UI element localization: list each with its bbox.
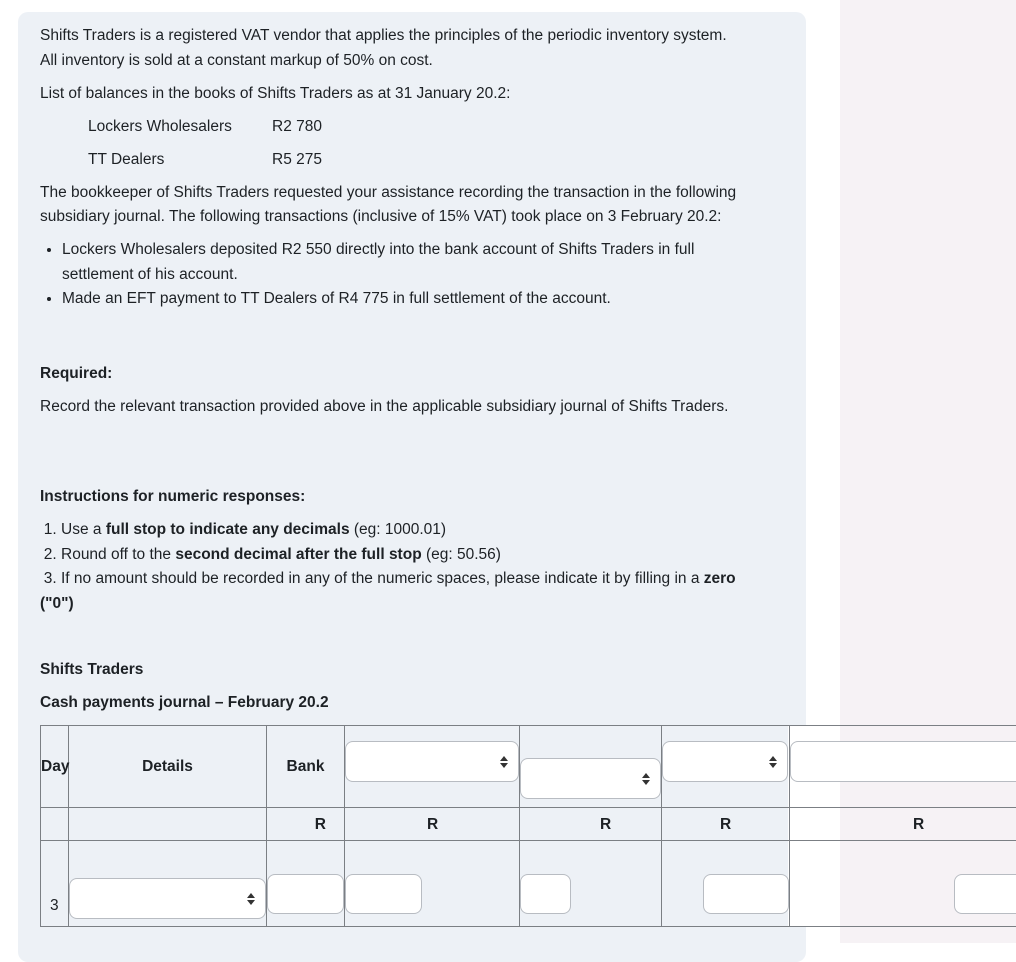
required-label: Required: (40, 362, 800, 386)
column-3-select[interactable] (662, 741, 788, 782)
header-col4 (790, 726, 1016, 808)
header-col3 (662, 726, 790, 808)
column-1-amount-input[interactable] (345, 874, 422, 914)
balance-amount: R5 275 (272, 151, 322, 169)
intro-line-2: All inventory is sold at a constant markup of 50% on cost. (40, 49, 800, 73)
header-col1 (345, 726, 520, 808)
journal-title: Cash payments journal – February 20.2 (40, 691, 800, 715)
currency-label: R (427, 808, 438, 841)
balance-name: TT Dealers (88, 151, 164, 169)
currency-label: R (913, 808, 924, 841)
column-4-select[interactable] (790, 741, 1016, 782)
instruction-item-3-continued: ("0") (40, 592, 800, 616)
select-arrows-icon (642, 772, 650, 786)
column-3-amount-input[interactable] (703, 874, 789, 914)
balance-amount: R2 780 (272, 118, 322, 136)
balance-name: Lockers Wholesalers (88, 118, 232, 136)
instruction-item: 2. Round off to the second decimal after the full stop (eg: 50.56) (61, 543, 801, 568)
instructions-list (40, 518, 801, 592)
select-arrows-icon (769, 755, 777, 769)
currency-row (41, 808, 1016, 841)
header-col2 (520, 726, 662, 808)
column-4-amount-input[interactable] (954, 874, 1016, 914)
context-line-2: subsidiary journal. The following transactions (inclusive of 15% VAT) took place on 3 February 20.2: (40, 205, 800, 229)
currency-label: R (315, 808, 326, 841)
table-row (41, 841, 1016, 927)
header-details: Details (69, 726, 267, 808)
context-line-1: The bookkeeper of Shifts Traders requested your assistance recording the transaction in the following (40, 181, 800, 205)
required-text: Record the relevant transaction provided above in the applicable subsidiary journal of Shifts Traders. (40, 395, 800, 419)
column-2-amount-input[interactable] (520, 874, 571, 914)
column-1-select[interactable] (345, 741, 519, 782)
details-select[interactable] (69, 878, 266, 919)
transaction-list (40, 238, 802, 312)
business-name: Shifts Traders (40, 658, 800, 682)
currency-label: R (720, 808, 731, 841)
column-2-select[interactable] (520, 758, 661, 799)
instruction-item: 1. Use a full stop to indicate any decimals (eg: 1000.01) (61, 518, 801, 543)
currency-label: R (600, 808, 611, 841)
day-value: 3 (50, 897, 59, 915)
transaction-item: • Lockers Wholesalers deposited R2 550 directly into the bank account of Shifts Traders in full settlement of his account. (62, 238, 802, 287)
header-bank: Bank (267, 726, 345, 808)
header-row (41, 726, 1016, 808)
cash-payments-journal-table (40, 725, 1016, 927)
header-day: Day (41, 726, 69, 808)
instruction-item: 3. If no amount should be recorded in any of the numeric spaces, please indicate it by filling in a zero (61, 567, 801, 592)
instructions-heading: Instructions for numeric responses: (40, 485, 800, 509)
bank-amount-input[interactable] (267, 874, 344, 914)
intro-line-1: Shifts Traders is a registered VAT vendor that applies the principles of the periodic inventory system. (40, 24, 800, 48)
transaction-item: • Made an EFT payment to TT Dealers of R4 775 in full settlement of the account. (62, 287, 802, 312)
select-arrows-icon (500, 755, 508, 769)
balances-heading: List of balances in the books of Shifts Traders as at 31 January 20.2: (40, 82, 800, 106)
select-arrows-icon (247, 892, 255, 906)
